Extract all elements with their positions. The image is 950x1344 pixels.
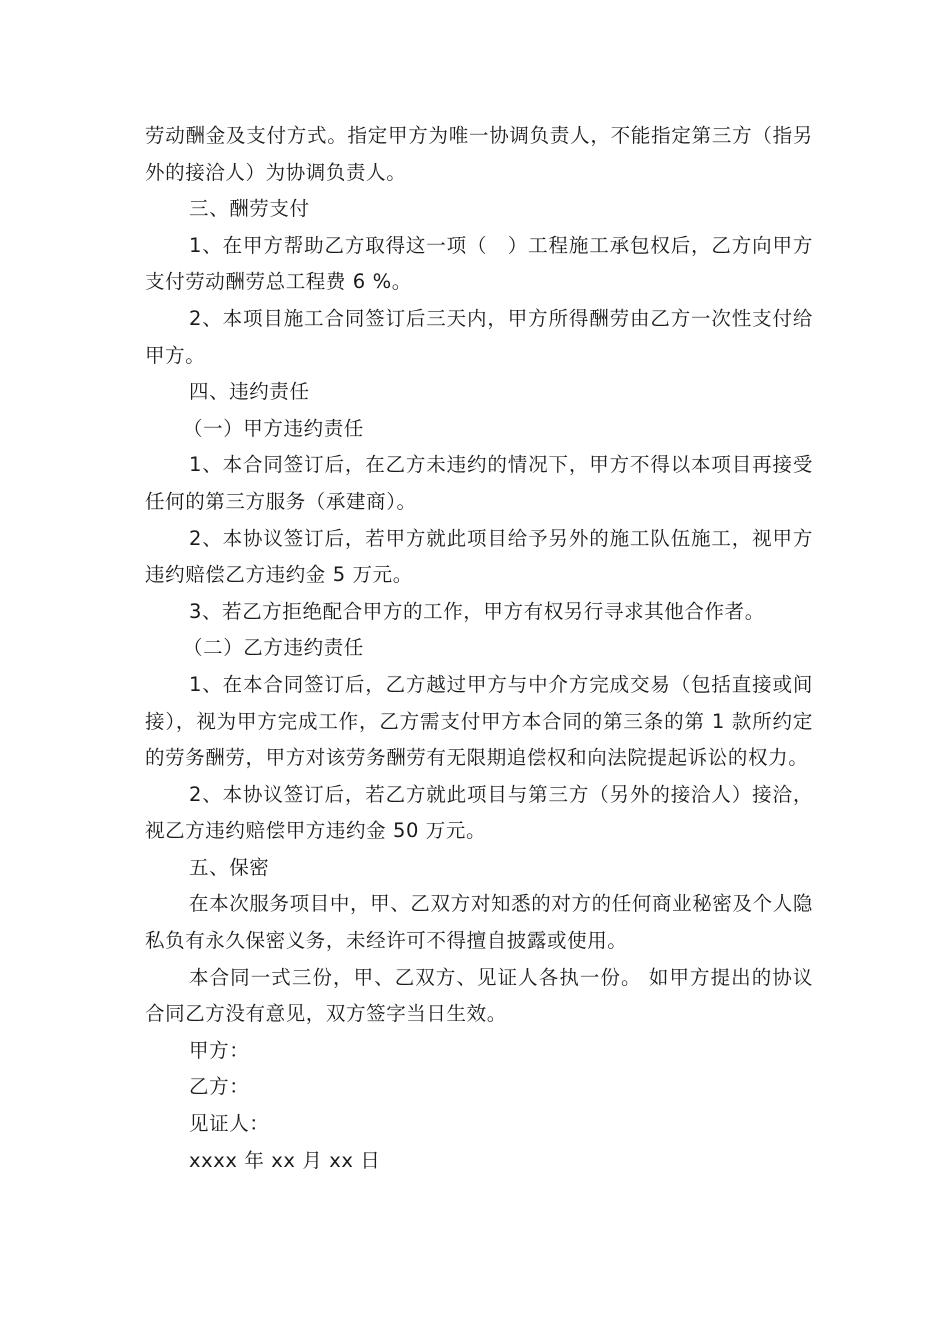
paragraph-copies: 本合同一式三份，甲、乙双方、见证人各执一份。 如甲方提出的协议合同乙方没有意见，双方签字当日生效。 [145,965,813,1026]
paragraph-party-a-1: 1、本合同签订后，在乙方未违约的情况下，甲方不得以本项目再接受任何的第三方服务（承建商）。 [145,453,813,513]
signature-date: xxxx 年 xx 月 xx 日 [189,1148,381,1172]
paragraph-1: 劳动酬金及支付方式。指定甲方为唯一协调负责人，不能指定第三方（指另外的接洽人）为协调负责人。 [145,124,813,184]
section-heading-confidentiality: 五、保密 [189,855,270,879]
signature-witness: 见证人： [189,1112,270,1136]
paragraph-party-a-2: 2、本协议签订后，若甲方就此项目给予另外的施工队伍施工，视甲方违约赔偿乙方违约金 5 万元。 [145,526,813,587]
paragraph-payment-1: 1、在甲方帮助乙方取得这一项（ ）工程施工承包权后，乙方向甲方支付劳动酬劳总工程费 6 %。 [145,233,813,294]
section-heading-payment: 三、酬劳支付 [189,197,310,221]
paragraph-confidentiality: 在本次服务项目中，甲、乙双方对知悉的对方的任何商业秘密及个人隐私负有永久保密义务，未经许可不得擅自披露或使用。 [145,892,813,953]
paragraph-payment-2: 2、本项目施工合同签订后三天内，甲方所得酬劳由乙方一次性支付给甲方。 [145,306,813,367]
paragraph-party-b-1: 1、在本合同签订后，乙方越过甲方与中介方完成交易（包括直接或间接），视为甲方完成工作，乙方需支付甲方本合同的第三条的第 1 款所约定的劳务酬劳，甲方对该劳务酬劳有无限期追偿权和向法院提起诉讼的权力。 [145,672,813,770]
signature-party-a: 甲方： [189,1038,250,1062]
signature-party-b: 乙方： [189,1075,250,1099]
subheading-party-b-liability: （二）乙方违约责任 [183,636,364,660]
paragraph-party-a-3: 3、若乙方拒绝配合甲方的工作，甲方有权另行寻求其他合作者。 [189,599,765,623]
paragraph-party-b-2: 2、本协议签订后，若乙方就此项目与第三方（另外的接洽人）接洽，视乙方违约赔偿甲方违约金 50 万元。 [145,782,813,843]
section-heading-liability: 四、违约责任 [189,380,310,404]
subheading-party-a-liability: （一）甲方违约责任 [183,416,364,440]
document-body [145,118,813,1179]
